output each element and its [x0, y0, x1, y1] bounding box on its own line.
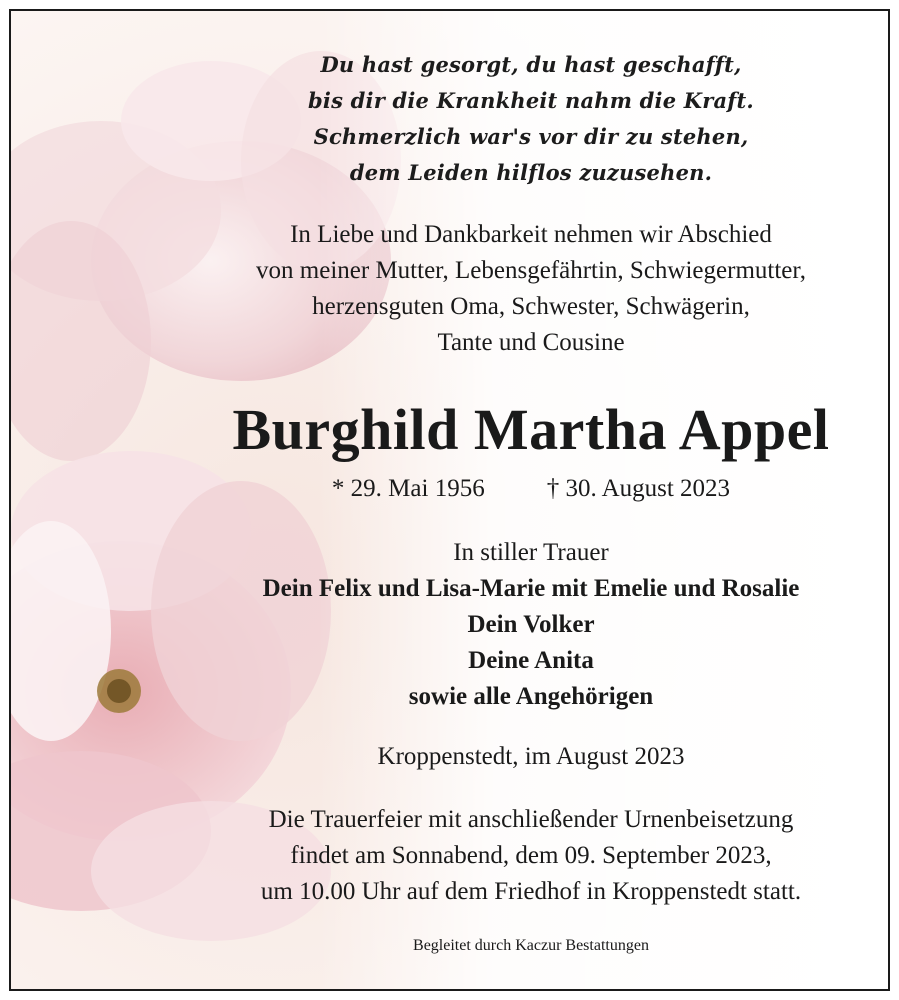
farewell-intro [191, 217, 871, 361]
poem-line: bis dir die Krankheit nahm die Kraft. [308, 88, 754, 113]
poem-line: Schmerzlich war's vor dir zu stehen, [313, 124, 749, 149]
death-date: † 30. August 2023 [546, 475, 731, 502]
intro-line: herzensguten Oma, Schwester, Schwägerin, [312, 293, 750, 320]
obituary-frame [9, 9, 890, 991]
intro-line: Tante und Cousine [437, 329, 625, 356]
mourner-line: Deine Anita [468, 647, 594, 674]
mourners-block [191, 535, 871, 715]
obituary-text [191, 11, 871, 989]
poem-line: dem Leiden hilflos zuzusehen. [349, 160, 713, 185]
mourning-heading: In stiller Trauer [453, 539, 609, 566]
mourner-line: Dein Volker [467, 611, 595, 638]
intro-line: In Liebe und Dankbarkeit nehmen wir Abschied [290, 221, 772, 248]
mourner-line: Dein Felix und Lisa-Marie mit Emelie und Rosalie [262, 575, 800, 602]
birth-date: * 29. Mai 1956 [331, 475, 485, 502]
memorial-poem [191, 47, 871, 191]
service-line: Die Trauerfeier mit anschließender Urnenbeisetzung [268, 806, 794, 833]
mourner-line: sowie alle Angehörigen [408, 683, 654, 710]
funeral-home-credit: Begleitet durch Kaczur Bestattungen [413, 937, 649, 954]
funeral-service-info [191, 802, 871, 910]
life-dates [191, 471, 871, 507]
service-line: um 10.00 Uhr auf dem Friedhof in Kroppenstedt statt. [260, 878, 802, 905]
service-line: findet am Sonnabend, dem 09. September 2023, [290, 842, 772, 869]
place-and-date: Kroppenstedt, im August 2023 [377, 743, 685, 770]
poem-line: Du hast gesorgt, du hast geschafft, [320, 52, 742, 77]
intro-line: von meiner Mutter, Lebensgefährtin, Schwiegermutter, [256, 257, 806, 284]
deceased-name: Burghild Martha Appel [232, 397, 830, 462]
